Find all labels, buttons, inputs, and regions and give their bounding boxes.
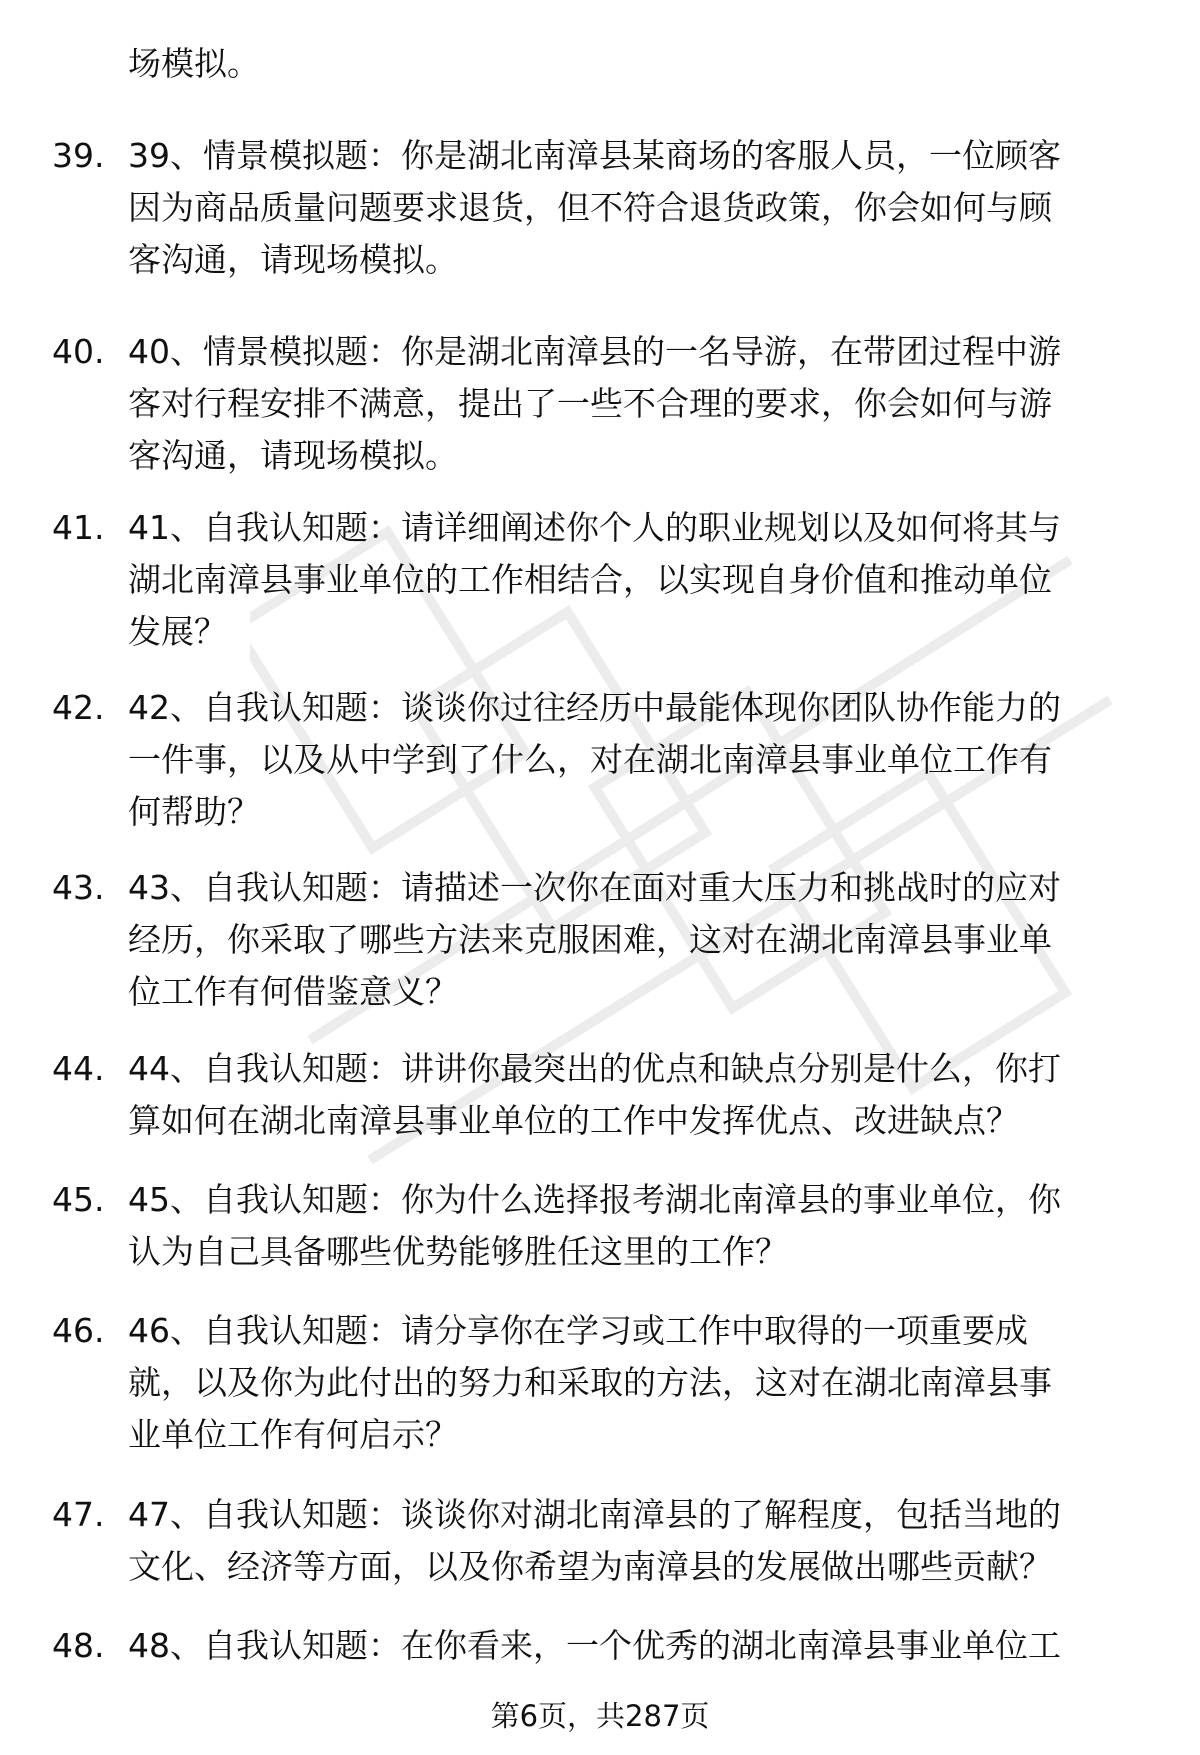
question-number: 45. (52, 1180, 105, 1219)
question-line: 45、自我认知题：你为什么选择报考湖北南漳县的事业单位，你 (128, 1180, 1061, 1219)
question-line: 认为自己具备哪些优势能够胜任这里的工作？ (128, 1232, 788, 1271)
question-line: 40、情景模拟题：你是湖北南漳县的一名导游，在带团过程中游 (128, 332, 1061, 371)
question-text (128, 682, 1148, 838)
question-line: 因为商品质量问题要求退货，但不符合退货政策，你会如何与顾 (128, 188, 1052, 227)
question-line: 44、自我认知题：讲讲你最突出的优点和缺点分别是什么，你打 (128, 1049, 1061, 1088)
question-number: 41. (52, 508, 105, 547)
question-text (128, 1174, 1148, 1278)
question-line: 一件事，以及从中学到了什么，对在湖北南漳县事业单位工作有 (128, 740, 1052, 779)
question-number: 42. (52, 688, 105, 727)
question-number: 40. (52, 332, 105, 371)
question-line: 48、自我认知题：在你看来，一个优秀的湖北南漳县事业单位工 (128, 1626, 1061, 1665)
question-number: 39. (52, 136, 105, 175)
question-line: 文化、经济等方面，以及你希望为南漳县的发展做出哪些贡献？ (128, 1547, 1052, 1586)
question-line: 46、自我认知题：请分享你在学习或工作中取得的一项重要成 (128, 1311, 1028, 1350)
question-line: 业单位工作有何启示？ (128, 1415, 458, 1454)
question-number: 43. (52, 868, 105, 907)
question-text (128, 1043, 1148, 1147)
question-number: 46. (52, 1311, 105, 1350)
question-text (128, 1489, 1148, 1593)
continuation-text: 场模拟。 (128, 44, 260, 83)
question-line: 41、自我认知题：请详细阐述你个人的职业规划以及如何将其与 (128, 508, 1061, 547)
question-line: 39、情景模拟题：你是湖北南漳县某商场的客服人员，一位顾客 (128, 136, 1061, 175)
question-line: 43、自我认知题：请描述一次你在面对重大压力和挑战时的应对 (128, 868, 1061, 907)
question-line: 经历，你采取了哪些方法来克服困难，这对在湖北南漳县事业单 (128, 920, 1052, 959)
question-line: 湖北南漳县事业单位的工作相结合，以实现自身价值和推动单位 (128, 560, 1052, 599)
question-text (128, 326, 1148, 482)
question-line: 就，以及你为此付出的努力和采取的方法，这对在湖北南漳县事 (128, 1363, 1052, 1402)
question-text (128, 130, 1148, 286)
question-line: 何帮助？ (128, 792, 260, 831)
question-text (128, 1305, 1148, 1461)
question-text (128, 862, 1148, 1018)
question-line: 客沟通，请现场模拟。 (128, 436, 458, 475)
question-line: 47、自我认知题：谈谈你对湖北南漳县的了解程度，包括当地的 (128, 1495, 1061, 1534)
question-number: 48. (52, 1626, 105, 1665)
question-line: 算如何在湖北南漳县事业单位的工作中发挥优点、改进缺点？ (128, 1101, 1019, 1140)
page-footer: 第6页，共287页 (490, 1699, 710, 1733)
question-line: 客对行程安排不满意，提出了一些不合理的要求，你会如何与游 (128, 384, 1052, 423)
question-line: 位工作有何借鉴意义？ (128, 972, 458, 1011)
question-number: 47. (52, 1495, 105, 1534)
question-text (128, 502, 1148, 658)
question-line: 发展？ (128, 612, 227, 651)
question-number: 44. (52, 1049, 105, 1088)
question-line: 42、自我认知题：谈谈你过往经历中最能体现你团队协作能力的 (128, 688, 1061, 727)
question-line: 客沟通，请现场模拟。 (128, 240, 458, 279)
question-text (128, 1620, 1148, 1672)
